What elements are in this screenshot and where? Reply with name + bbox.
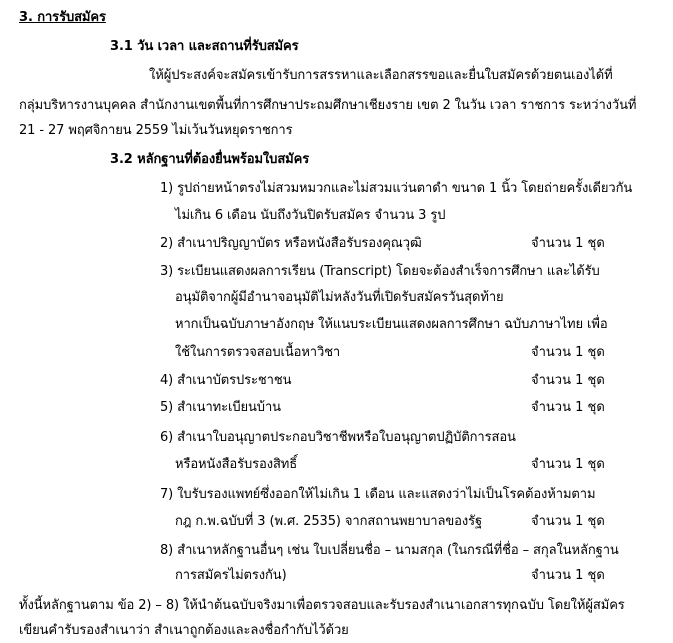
item-3-quantity: จำนวน 1 ชุด	[531, 345, 605, 360]
item-7-quantity: จำนวน 1 ชุด	[531, 514, 605, 529]
item-5-quantity: จำนวน 1 ชุด	[531, 400, 605, 415]
item-7-line-1: 7) ใบรับรองแพทย์ซึ่งออกให้ไม่เกิน 1 เดือน และแสดงว่าไม่เป็นโรคต้องห้ามตาม	[160, 487, 596, 502]
item-6-quantity: จำนวน 1 ชุด	[531, 457, 605, 472]
item-6-line-2: หรือหนังสือรับรองสิทธิ์	[175, 457, 298, 472]
item-5-line-1: 5) สำเนาทะเบียนบ้าน	[160, 400, 281, 415]
subsection-3-1-para-line-3: 21 - 27 พฤศจิกายน 2559 ไม่เว้นวันหยุดราชการ	[19, 123, 293, 138]
item-7-line-2: กฎ ก.พ.ฉบับที่ 3 (พ.ศ. 2535) จากสถานพยาบาลของรัฐ	[175, 514, 483, 529]
footer-note-line-2: เขียนคำรับรองสำเนาว่า สำเนาถูกต้องและลงชื่อกำกับไว้ด้วย	[19, 623, 349, 638]
section-title: 3. การรับสมัคร	[19, 10, 106, 25]
item-2-line-1: 2) สำเนาปริญญาบัตร หรือหนังสือรับรองคุณวุฒิ	[160, 236, 422, 251]
item-1-line-1: 1) รูปถ่ายหน้าตรงไม่สวมหมวกและไม่สวมแว่นตาดำ ขนาด 1 นิ้ว โดยถ่ายครั้งเดียวกัน	[160, 181, 633, 196]
subsection-3-1-para-line-1: ให้ผู้ประสงค์จะสมัครเข้ารับการสรรหาและเลือกสรรขอและยื่นใบสมัครด้วยตนเองได้ที่	[149, 68, 613, 83]
item-8-line-2: การสมัครไม่ตรงกัน)	[175, 568, 287, 583]
item-3-line-3: หากเป็นฉบับภาษาอังกฤษ ให้แนบระเบียนแสดงผลการศึกษา ฉบับภาษาไทย เพื่อ	[175, 317, 608, 332]
item-4-quantity: จำนวน 1 ชุด	[531, 373, 605, 388]
item-1-line-2: ไม่เกิน 6 เดือน นับถึงวันปิดรับสมัคร จำนวน 3 รูป	[175, 208, 446, 223]
subsection-3-1-para-line-2: กลุ่มบริหารงานบุคคล สำนักงานเขตพื้นที่การศึกษาประถมศึกษาเชียงราย เขต 2 ในวัน เวลา ราชการ ระหว่างวันที่	[19, 98, 637, 113]
item-2-quantity: จำนวน 1 ชุด	[531, 236, 605, 251]
item-3-line-1: 3) ระเบียนแสดงผลการเรียน (Transcript) โดยจะต้องสำเร็จการศึกษา และได้รับ	[160, 264, 600, 279]
item-3-line-2: อนุมัติจากผู้มีอำนาจอนุมัติไม่หลังวันที่เปิดรับสมัครวันสุดท้าย	[175, 290, 504, 305]
item-3-line-4: ใช้ในการตรวจสอบเนื้อหาวิชา	[175, 345, 341, 360]
footer-note-line-1: ทั้งนี้หลักฐานตาม ข้อ 2) – 8) ให้นำต้นฉบับจริงมาเพื่อตรวจสอบและรับรองสำเนาเอกสารทุกฉบับ โดยให้ผู้สมัคร	[19, 598, 625, 613]
subsection-3-2-title: 3.2 หลักฐานที่ต้องยื่นพร้อมใบสมัคร	[110, 152, 310, 167]
item-8-line-1: 8) สำเนาหลักฐานอื่นๆ เช่น ใบเปลี่ยนชื่อ – นามสกุล (ในกรณีที่ชื่อ – สกุลในหลักฐาน	[160, 543, 619, 558]
subsection-3-1-title: 3.1 วัน เวลา และสถานที่รับสมัคร	[110, 39, 299, 54]
item-6-line-1: 6) สำเนาใบอนุญาตประกอบวิชาชีพหรือใบอนุญาตปฏิบัติการสอน	[160, 430, 516, 445]
item-4-line-1: 4) สำเนาบัตรประชาชน	[160, 373, 292, 388]
item-8-quantity: จำนวน 1 ชุด	[531, 568, 605, 583]
